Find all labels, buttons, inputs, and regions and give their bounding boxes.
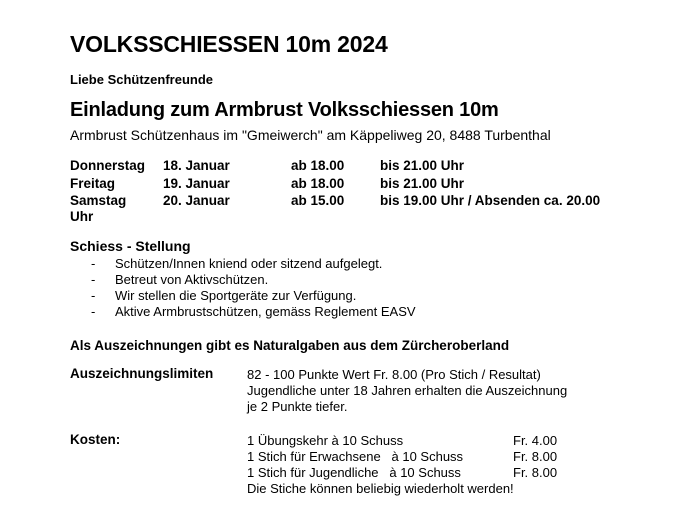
cost-item-price: Fr. 4.00 (513, 433, 558, 448)
bullet-dash: - (91, 272, 96, 287)
limits-line: Jugendliche unter 18 Jahren erhalten die Auszeichnung (247, 383, 568, 398)
bullet-dash: - (91, 304, 96, 319)
venue-address: Armbrust Schützenhaus im "Gmeiwerch" am Käppeliweg 20, 8488 Turbenthal (70, 127, 551, 143)
schedule-day: Donnerstag (70, 158, 146, 173)
schedule-to: bis 21.00 Uhr (380, 176, 465, 191)
list-item-text: Schützen/Innen kniend oder sitzend aufgelegt. (115, 256, 383, 271)
cost-item-text: 1 Stich für Jugendliche à 10 Schuss (247, 465, 461, 480)
list-item-text: Wir stellen die Sportgeräte zur Verfügung. (115, 288, 357, 303)
page-title: VOLKSSCHIESSEN 10m 2024 (70, 31, 388, 57)
position-heading: Schiess - Stellung (70, 238, 191, 254)
greeting: Liebe Schützenfreunde (70, 72, 214, 87)
schedule-date: 19. Januar (163, 176, 230, 191)
schedule-from: ab 15.00 (291, 193, 345, 208)
cost-item-text: 1 Stich für Erwachsene à 10 Schuss (247, 449, 464, 464)
costs-note: Die Stiche können beliebig wiederholt werden! (247, 481, 514, 496)
schedule-day: Freitag (70, 176, 116, 191)
limits-label: Auszeichnungslimiten (70, 366, 214, 381)
cost-item-text: 1 Übungskehr à 10 Schuss (247, 433, 404, 448)
awards-note: Als Auszeichnungen gibt es Naturalgaben aus dem Zürcheroberland (70, 338, 510, 353)
schedule-from: ab 18.00 (291, 158, 345, 173)
schedule-date: 20. Januar (163, 193, 230, 208)
schedule-to-wrap: Uhr (70, 209, 94, 224)
bullet-dash: - (91, 288, 96, 303)
bullet-dash: - (91, 256, 96, 271)
list-item (0, 272, 688, 288)
limits-line: je 2 Punkte tiefer. (247, 399, 348, 414)
list-item (0, 256, 688, 272)
invitation-heading: Einladung zum Armbrust Volksschiessen 10m (70, 99, 499, 121)
schedule-to: bis 19.00 Uhr / Absenden ca. 20.00 (380, 193, 601, 208)
costs-label: Kosten: (70, 432, 121, 447)
list-item-text: Aktive Armbrustschützen, gemäss Reglement EASV (115, 304, 416, 319)
cost-item-price: Fr. 8.00 (513, 449, 558, 464)
cost-item-price: Fr. 8.00 (513, 465, 558, 480)
limits-line: 82 - 100 Punkte Wert Fr. 8.00 (Pro Stich / Resultat) (247, 367, 541, 382)
list-item-text: Betreut von Aktivschützen. (115, 272, 269, 287)
schedule-to: bis 21.00 Uhr (380, 158, 465, 173)
schedule-date: 18. Januar (163, 158, 230, 173)
schedule-from: ab 18.00 (291, 176, 345, 191)
list-item (0, 304, 688, 320)
list-item (0, 288, 688, 304)
schedule-day: Samstag (70, 193, 127, 208)
